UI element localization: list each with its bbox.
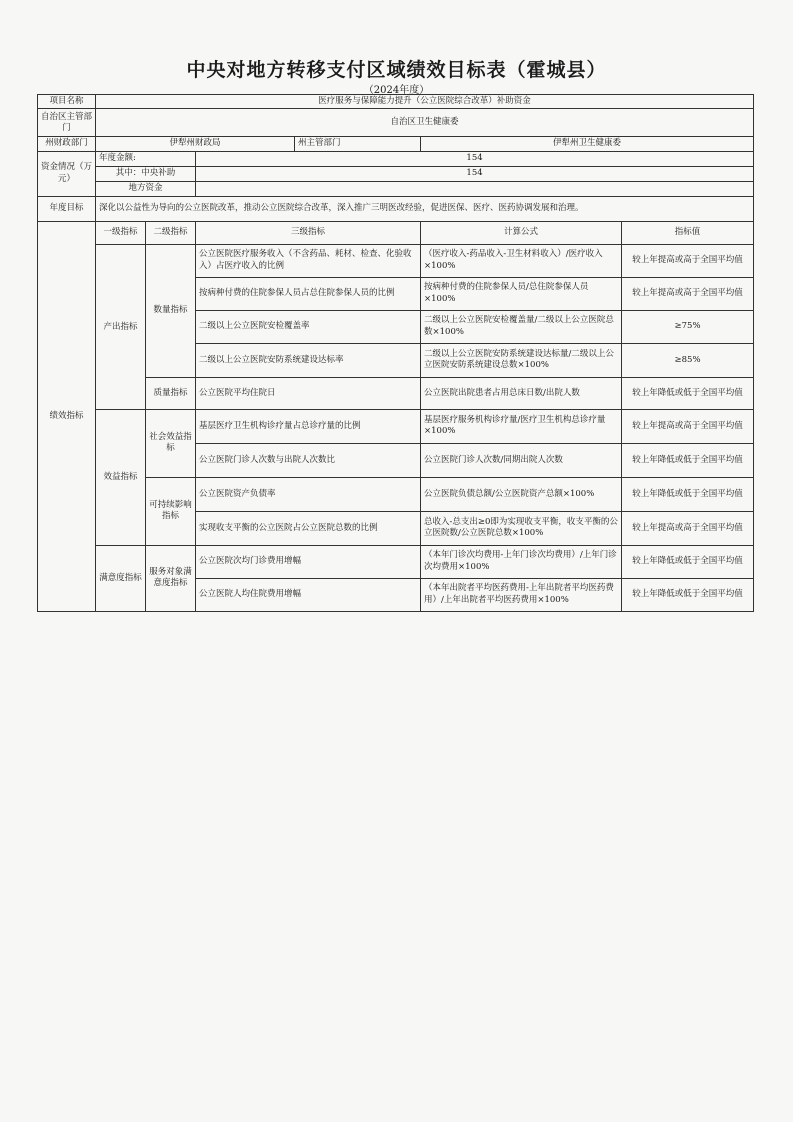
indicator-header-row: [38, 221, 754, 244]
indicator-formula: 公立医院负债总额/公立医院资产总额×100%: [421, 477, 622, 511]
annual-goal-label: 年度目标: [38, 196, 96, 221]
indicator-value: ≥75%: [622, 310, 754, 343]
indicator-formula: （本年出院者平均医药费用-上年出院者平均医药费用）/上年出院者平均医药费用×100%: [421, 578, 622, 611]
indicator-name: 公立医院门诊人次数与出院人次数比: [196, 443, 421, 477]
annual-amount-label: 年度金额:: [96, 151, 196, 166]
central-funds-label: 其中：中央补助: [96, 166, 196, 181]
table-row: [38, 377, 754, 409]
indicator-formula: 公立医院门诊人次数/同期出院人次数: [421, 443, 622, 477]
indicator-value: 较上年提高或高于全国平均值: [622, 244, 754, 277]
satisfaction-indicators-label: 满意度指标: [96, 545, 146, 611]
funds-label: 资金情况（万元）: [38, 151, 96, 196]
indicator-name: 按病种付费的住院参保人员占总住院参保人员的比例: [196, 277, 421, 310]
level3-header: 三级指标: [196, 221, 421, 244]
service-satisfaction-label: 服务对象满意度指标: [146, 545, 196, 611]
indicator-value: 较上年降低或低于全国平均值: [622, 477, 754, 511]
indicator-value: ≥85%: [622, 343, 754, 377]
indicator-value: 较上年降低或低于全国平均值: [622, 377, 754, 409]
page-subtitle-year: （2024年度）: [363, 85, 430, 96]
annual-goal-value: 深化以公益性为导向的公立医院改革，推动公立医院综合改革，深入推广三明医改经验，促进医保、医疗、医药协调发展和治理。: [96, 196, 754, 221]
indicator-value: 较上年降低或低于全国平均值: [622, 578, 754, 611]
table-row: [38, 545, 754, 578]
table-row: [38, 409, 754, 443]
central-funds-row: [38, 166, 754, 181]
annual-goal-row: [38, 196, 754, 221]
indicator-name: 二级以上公立医院安检覆盖率: [196, 310, 421, 343]
social-benefit-label: 社会效益指标: [146, 409, 196, 477]
indicator-name: 公立医院平均住院日: [196, 377, 421, 409]
indicator-formula: 二级以上公立医院安检覆盖量/二级以上公立医院总数×100%: [421, 310, 622, 343]
table-row: [38, 477, 754, 511]
sustainable-impact-label: 可持续影响指标: [146, 477, 196, 545]
prefecture-finance-label: 州财政部门: [38, 137, 96, 151]
indicator-value: 较上年提高或高于全国平均值: [622, 511, 754, 545]
region-dept-row: [38, 109, 754, 137]
indicator-formula: 总收入-总支出≥0即为实现收支平衡，收支平衡的公立医院数/公立医院总数×100%: [421, 511, 622, 545]
performance-indicators-label: 绩效指标: [38, 221, 96, 611]
indicator-name: 实现收支平衡的公立医院占公立医院总数的比例: [196, 511, 421, 545]
prefecture-finance-value: 伊犁州财政局: [96, 137, 295, 151]
region-dept-label: 自治区主管部门: [38, 109, 96, 137]
output-indicators-label: 产出指标: [96, 244, 146, 409]
level1-header: 一级指标: [96, 221, 146, 244]
indicator-name: 公立医院次均门诊费用增幅: [196, 545, 421, 578]
indicator-value: 较上年降低或低于全国平均值: [622, 545, 754, 578]
prefecture-dept-value: 伊犁州卫生健康委: [421, 137, 754, 151]
local-funds-label: 地方资金: [96, 181, 196, 196]
indicator-formula: 二级以上公立医院安防系统建设达标量/二级以上公立医院安防系统建设总数×100%: [421, 343, 622, 377]
indicator-value: 较上年提高或高于全国平均值: [622, 277, 754, 310]
page-title: 中央对地方转移支付区域绩效目标表（霍城县）: [186, 59, 607, 81]
table-row: [38, 244, 754, 277]
formula-header: 计算公式: [421, 221, 622, 244]
project-label: 项目名称: [38, 95, 96, 109]
indicator-name: 公立医院医疗服务收入（不含药品、耗材、检查、化验收入）占医疗收入的比例: [196, 244, 421, 277]
local-funds-row: [38, 181, 754, 196]
indicator-formula: （医疗收入-药品收入-卫生材料收入）/医疗收入×100%: [421, 244, 622, 277]
quantity-indicators-label: 数量指标: [146, 244, 196, 377]
indicator-name: 公立医院资产负债率: [196, 477, 421, 511]
benefit-indicators-label: 效益指标: [96, 409, 146, 545]
project-value: 医疗服务与保障能力提升（公立医院综合改革）补助资金: [96, 95, 754, 109]
indicator-name: 基层医疗卫生机构诊疗量占总诊疗量的比例: [196, 409, 421, 443]
region-dept-value: 自治区卫生健康委: [96, 109, 754, 137]
performance-target-table: [37, 94, 754, 612]
indicator-value: 较上年提高或高于全国平均值: [622, 409, 754, 443]
annual-amount-value: 154: [196, 151, 754, 166]
indicator-formula: 基层医疗服务机构诊疗量/医疗卫生机构总诊疗量×100%: [421, 409, 622, 443]
project-row: [38, 95, 754, 109]
indicator-formula: 按病种付费的住院参保人员/总住院参保人员×100%: [421, 277, 622, 310]
indicator-value: 较上年降低或低于全国平均值: [622, 443, 754, 477]
indicator-name: 二级以上公立医院安防系统建设达标率: [196, 343, 421, 377]
indicator-formula: （本年门诊次均费用-上年门诊次均费用）/上年门诊次均费用×100%: [421, 545, 622, 578]
central-funds-value: 154: [196, 166, 754, 181]
value-header: 指标值: [622, 221, 754, 244]
indicator-formula: 公立医院出院患者占用总床日数/出院人数: [421, 377, 622, 409]
prefecture-row: [38, 137, 754, 151]
quality-indicators-label: 质量指标: [146, 377, 196, 409]
prefecture-dept-label: 州主管部门: [295, 137, 421, 151]
level2-header: 二级指标: [146, 221, 196, 244]
annual-amount-row: [38, 151, 754, 166]
local-funds-value: [196, 181, 754, 196]
indicator-name: 公立医院人均住院费用增幅: [196, 578, 421, 611]
